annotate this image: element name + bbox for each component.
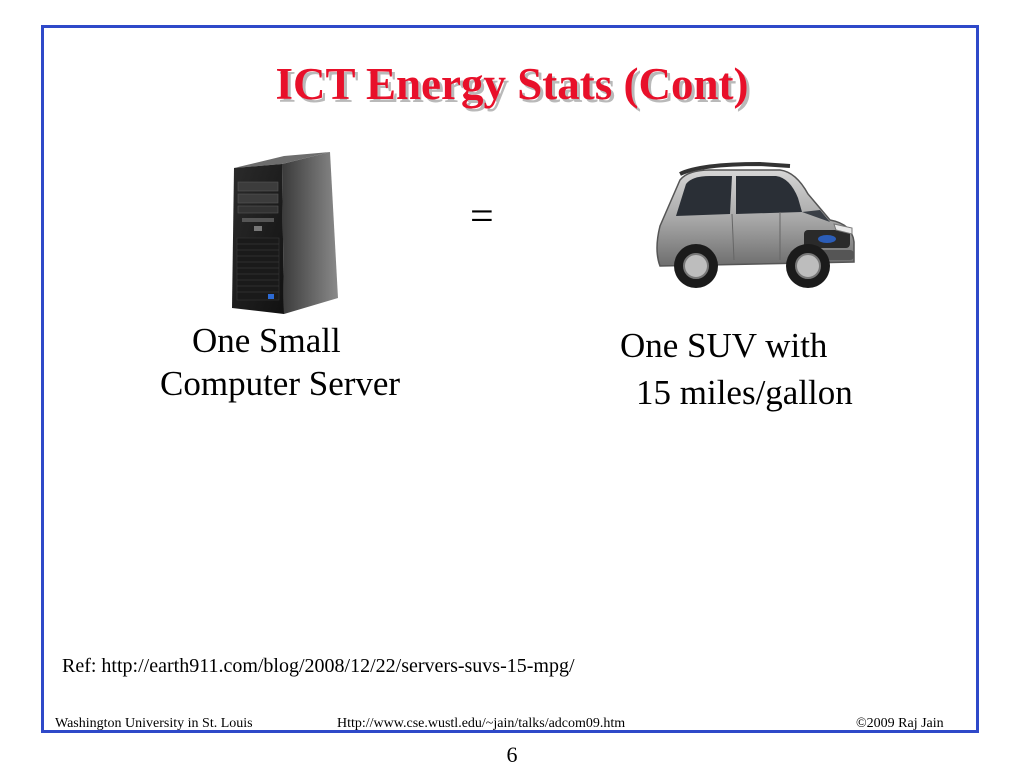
- footer-url: Http://www.cse.wustl.edu/~jain/talks/adcom09.htm: [337, 716, 626, 731]
- page-number: 6: [506, 742, 518, 767]
- slide-title: ICT Energy Stats (Cont): [275, 59, 749, 109]
- footer-institution: Washington University in St. Louis: [55, 716, 253, 731]
- server-caption-line1: One Small: [192, 321, 341, 360]
- server-caption-line2: Computer Server: [160, 364, 401, 403]
- reference-text: Ref: http://earth911.com/blog/2008/12/22/servers-suvs-15-mpg/: [62, 655, 575, 677]
- footer-copyright: ©2009 Raj Jain: [856, 716, 944, 731]
- suv-car-icon: [640, 150, 862, 296]
- suv-caption-line2: 15 miles/gallon: [636, 373, 853, 412]
- suv-caption-line1: One SUV with: [620, 326, 828, 365]
- computer-server-icon: [224, 148, 342, 316]
- equals-sign: =: [470, 194, 494, 240]
